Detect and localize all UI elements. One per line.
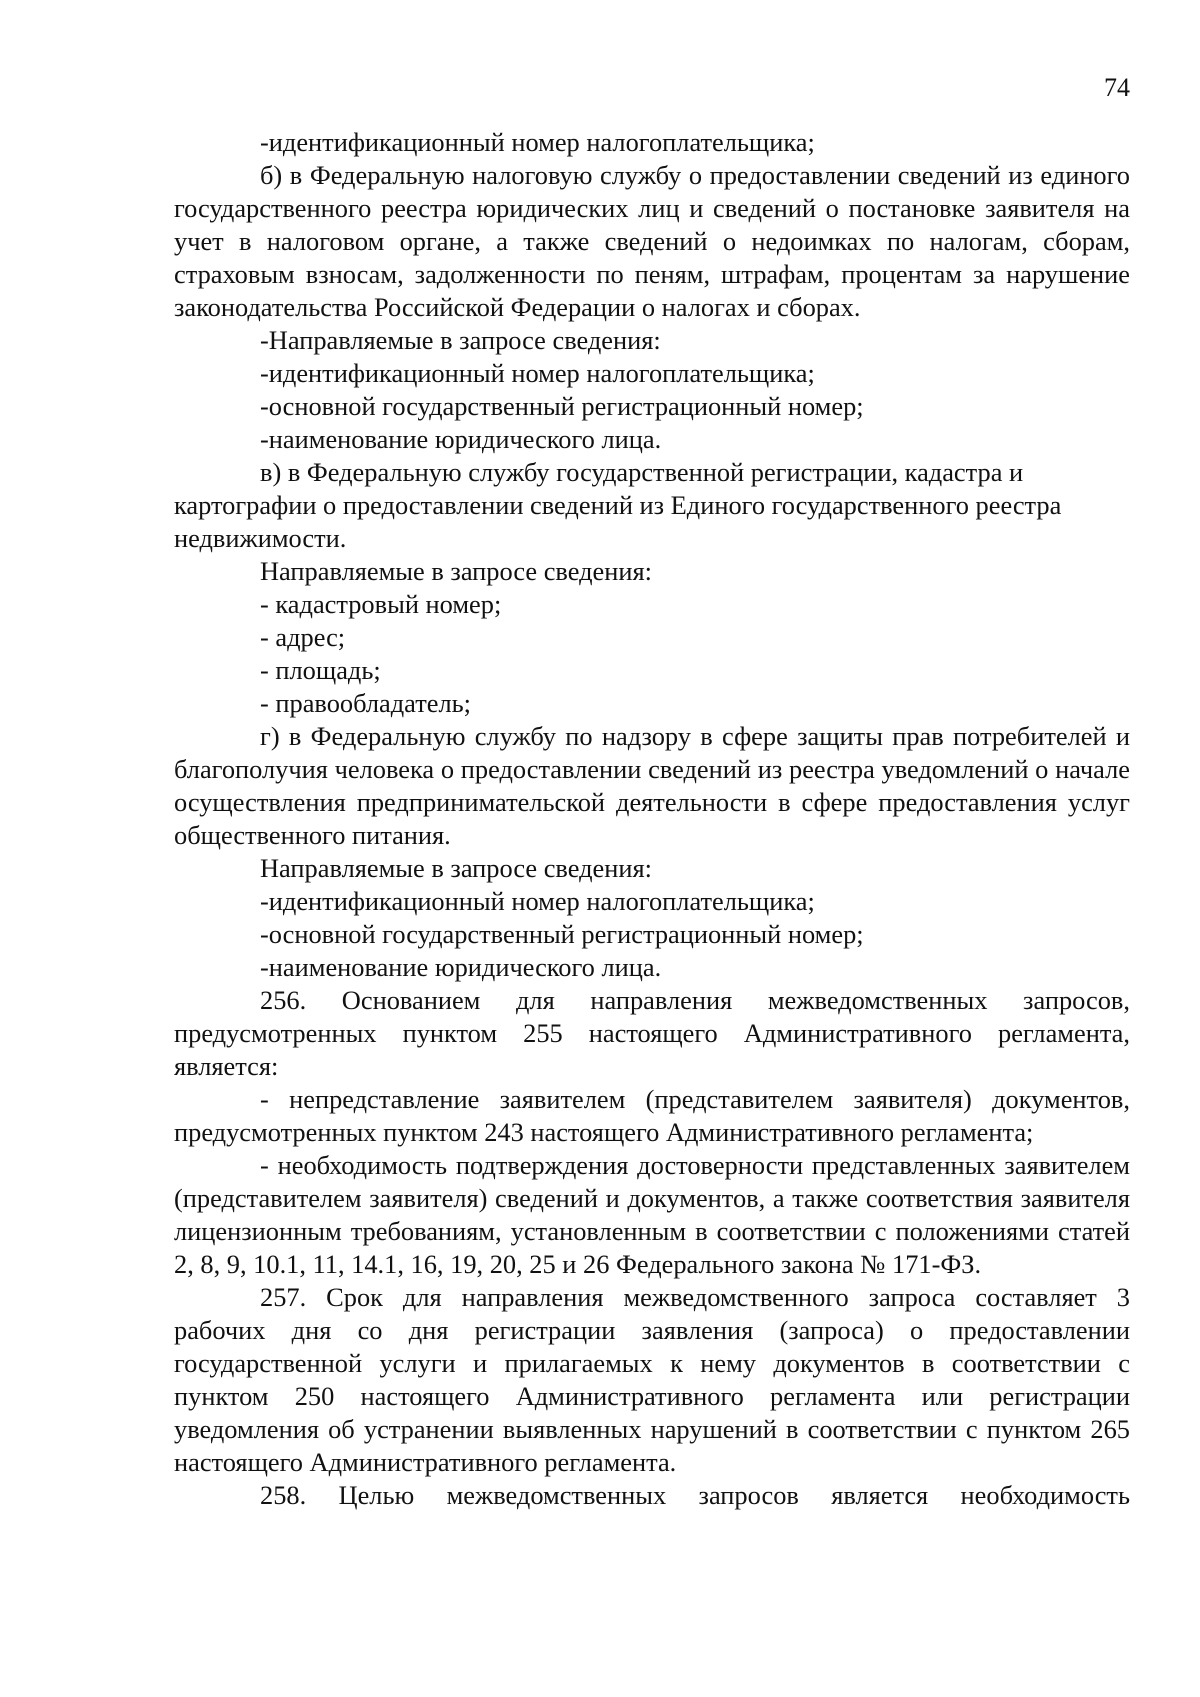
paragraph-rospotrebnadzor-fields-heading: Направляемые в запросе сведения:	[260, 853, 652, 883]
paragraph-rospotrebnadzor-ogrn: -основной государственный регистрационный номер;	[260, 919, 864, 949]
paragraph-256: 256. Основанием для направления межведомственных запросов, предусмотренных пунктом 255 настоящего Административного регламента, является:	[174, 985, 1130, 1081]
paragraph-address: - адрес;	[260, 622, 346, 652]
paragraph-fns-inn: -идентификационный номер налогоплательщика;	[260, 358, 815, 388]
paragraph-rospotrebnadzor-inn: -идентификационный номер налогоплательщика;	[260, 886, 815, 916]
paragraph-rospotrebnadzor-request: г) в Федеральную службу по надзору в сфере защиты прав потребителей и благополучия человека о предоставлении сведений из реестра уведомлений о начале осуществления предпринимательской деятельности в сфере предоставления услуг общественного питания.	[174, 721, 1130, 850]
document-body	[174, 126, 1130, 1512]
paragraph-area: - площадь;	[260, 655, 381, 685]
paragraph-258: 258. Целью межведомственных запросов является необходимость	[260, 1480, 1130, 1510]
paragraph-rosreestr-request: в) в Федеральную службу государственной регистрации, кадастра и картографии о предоставлении сведений из Единого государственного реестра недвижимости.	[174, 457, 1062, 553]
paragraph-rosreestr-fields-heading: Направляемые в запросе сведения:	[260, 556, 652, 586]
paragraph-fns-fields-heading: -Направляемые в запросе сведения:	[260, 325, 661, 355]
paragraph-256-item-1: - непредставление заявителем (представителем заявителя) документов, предусмотренных пунктом 243 настоящего Административного регламента;	[174, 1084, 1130, 1147]
paragraph-inn-1: -идентификационный номер налогоплательщика;	[260, 127, 815, 157]
paragraph-fns-ogrn: -основной государственный регистрационный номер;	[260, 391, 864, 421]
paragraph-right-holder: - правообладатель;	[260, 688, 471, 718]
paragraph-cadastral-number: - кадастровый номер;	[260, 589, 502, 619]
page-number: 74	[1104, 73, 1130, 102]
paragraph-256-item-2: - необходимость подтверждения достоверности представленных заявителем (представителем заявителя) сведений и документов, а также соответствия заявителя лицензионным требованиям, установленным в соответствии с положениями статей 2, 8, 9, 10.1, 11, 14.1, 16, 19, 20, 25 и 26 Федерального закона № 171-ФЗ.	[174, 1150, 1130, 1279]
paragraph-257: 257. Срок для направления межведомственного запроса составляет 3 рабочих дня со дня регистрации заявления (запроса) о предоставлении государственной услуги и прилагаемых к нему документов в соответствии с пунктом 250 настоящего Административного регламента или регистрации уведомления об устранении выявленных нарушений в соответствии с пунктом 265 настоящего Административного регламента.	[174, 1282, 1130, 1477]
paragraph-fns-name: -наименование юридического лица.	[260, 424, 662, 454]
paragraph-rospotrebnadzor-name: -наименование юридического лица.	[260, 952, 662, 982]
paragraph-fns-request: б) в Федеральную налоговую службу о предоставлении сведений из единого государственного реестра юридических лиц и сведений о постановке заявителя на учет в налоговом органе, а также сведений о недоимках по налогам, сборам, страховым взносам, задолженности по пеням, штрафам, процентам за нарушение законодательства Российской Федерации о налогах и сборах.	[174, 160, 1130, 322]
